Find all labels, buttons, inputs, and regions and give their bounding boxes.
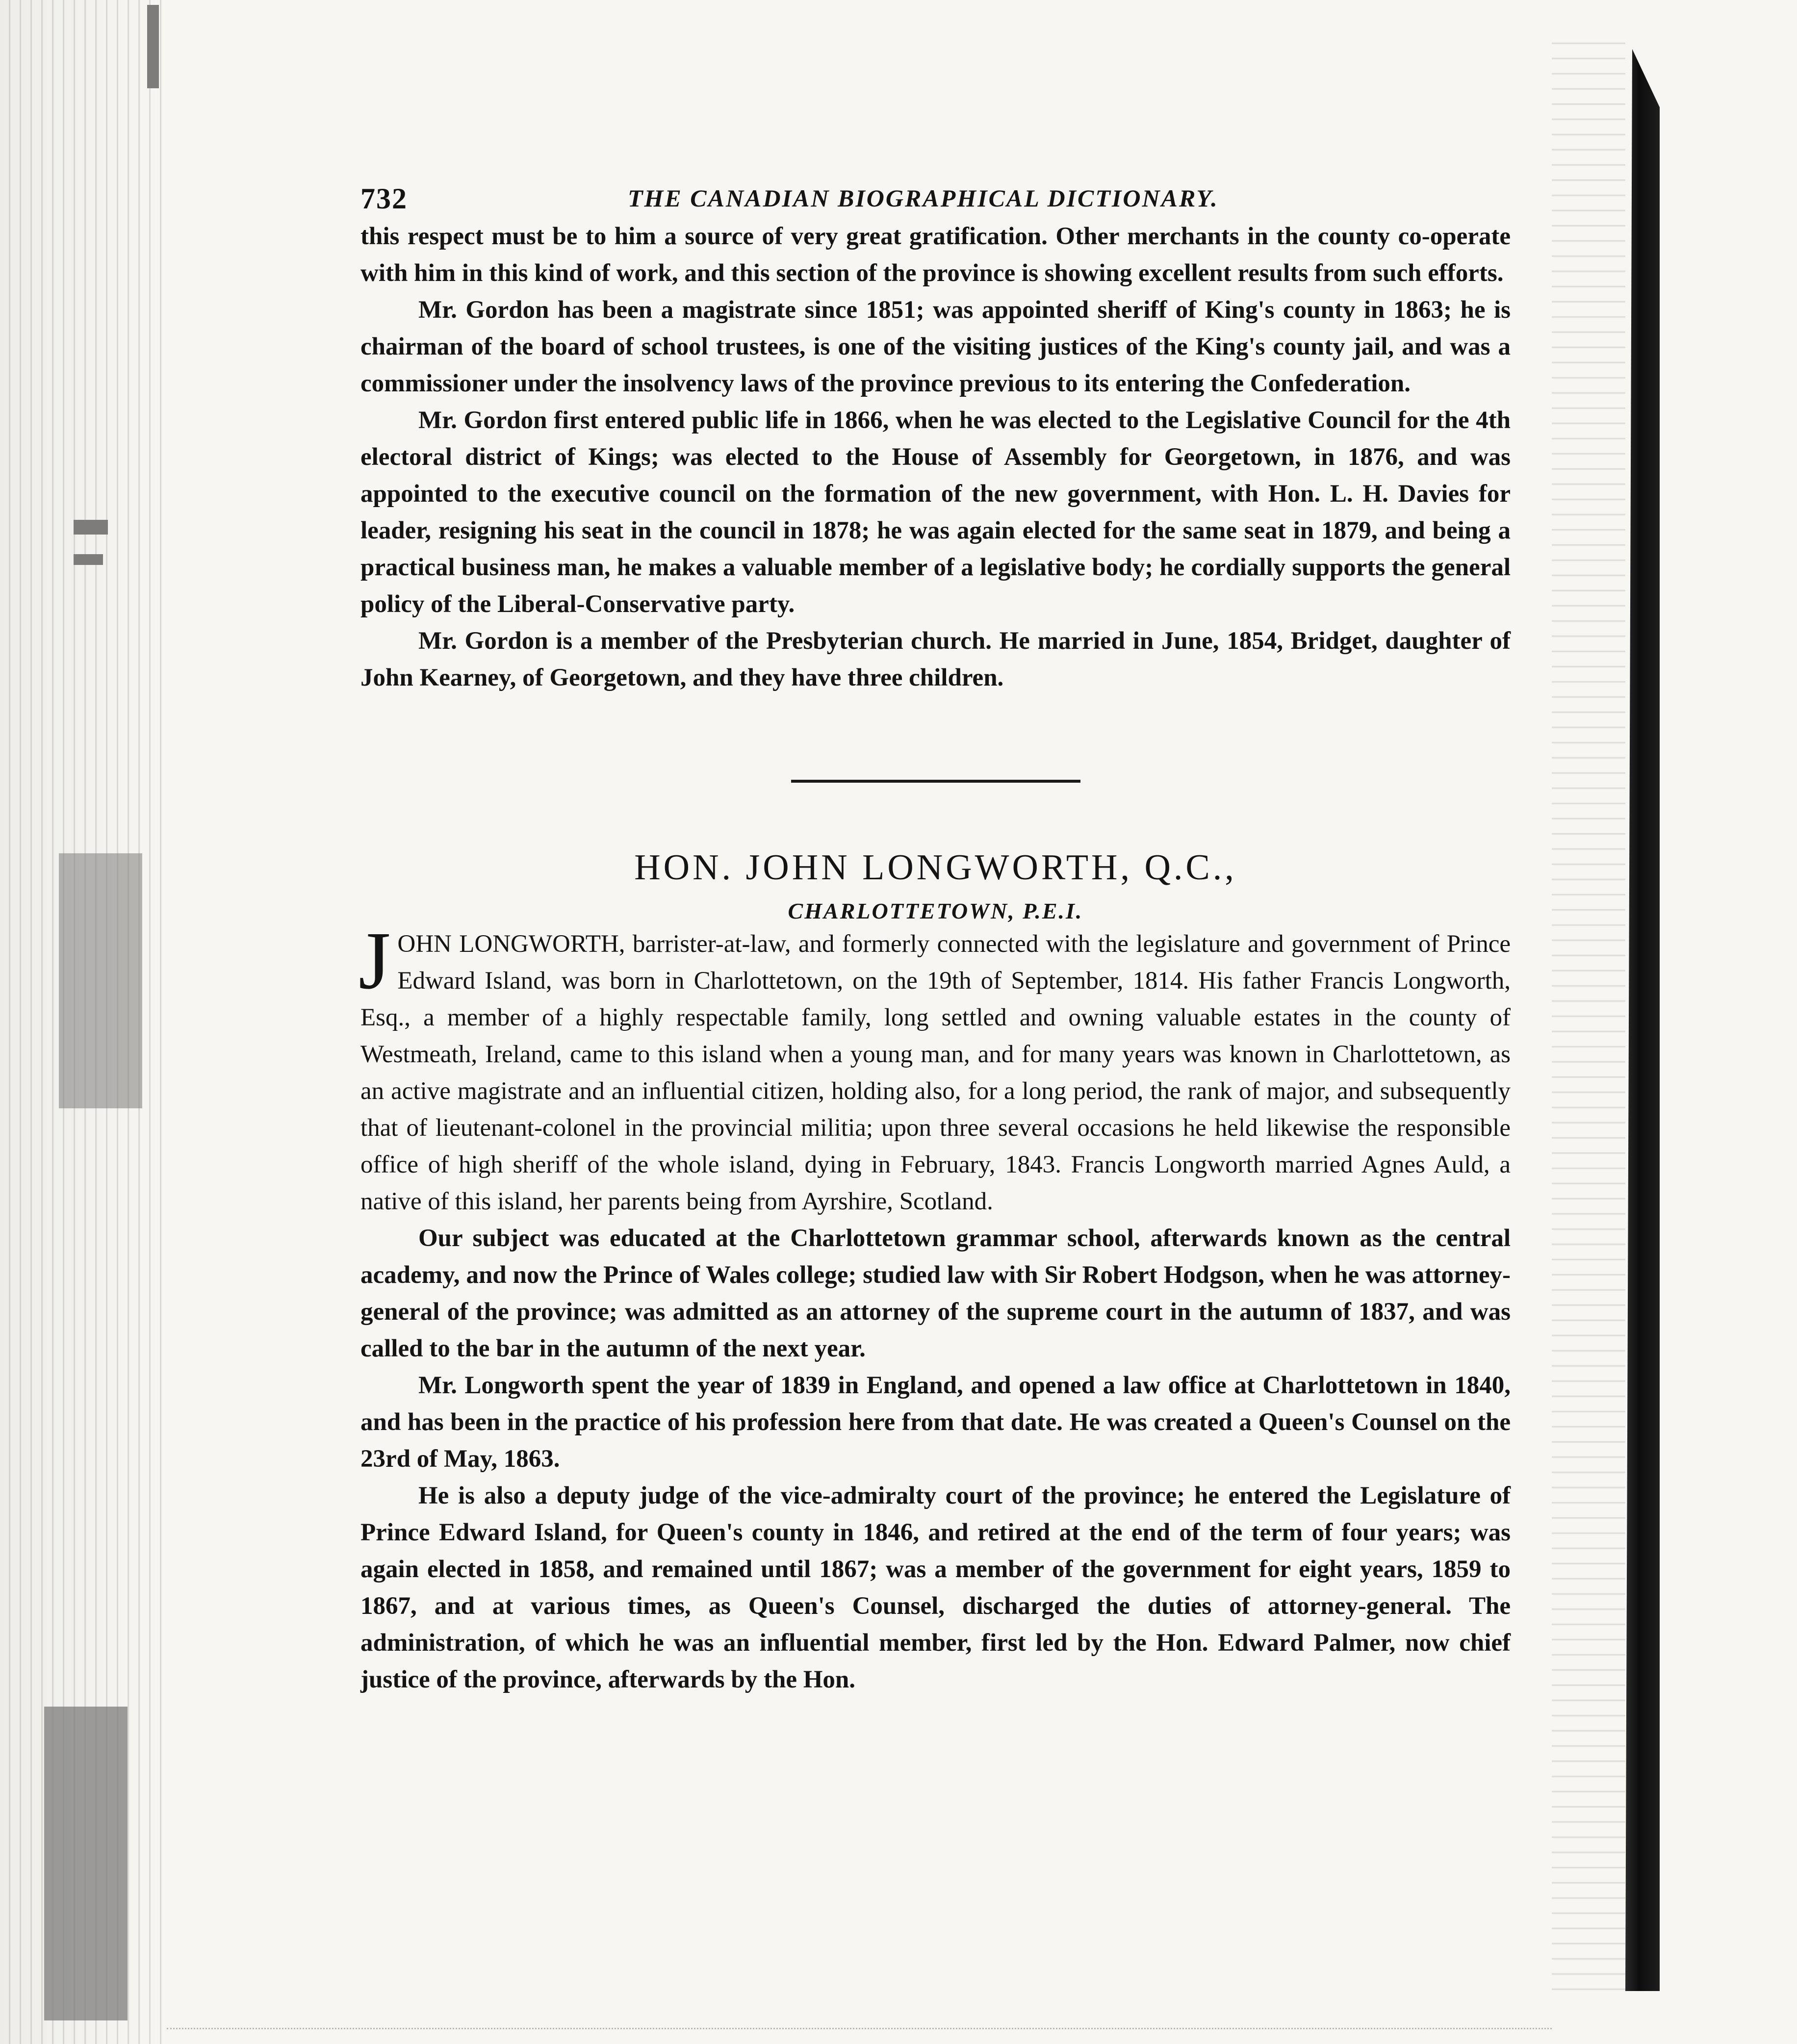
paragraph: He is also a deputy judge of the vice-admiralty court of the province; he entered the Legislature of Prince Edward Island, for Queen's county in 1846, and retired at the end of the term of four years; was again elected in 1858, and remained until 1867; was a member of the government for eight years, 1859 to 1867, and at various times, as Queen's Counsel, discharged the duties of attorney-general. The administration, of which he was an influential member, first led by the Hon. Edward Palmer, now chief justice of the province, afterwards by the Hon. (360, 1482, 1511, 1693)
section-divider (791, 780, 1080, 783)
paragraph: Mr. Gordon is a member of the Presbyterian church. He married in June, 1854, Bridget, daughter of John Kearney, of Georgetown, and they have three children. (360, 627, 1511, 691)
scan-bottom-noise (167, 2023, 1552, 2029)
entry-place: CHARLOTTETOWN, P.E.I. (788, 898, 1083, 923)
scan-mark (59, 853, 142, 1108)
scan-mark (44, 1707, 128, 2020)
running-title: THE CANADIAN BIOGRAPHICAL DICTIONARY. (628, 184, 1219, 212)
previous-entry (360, 218, 1511, 696)
paragraph: Our subject was educated at the Charlottetown grammar school, afterwards known as the central academy, and now the Prince of Wales college; studied law with Sir Robert Hodgson, when he was attorney-general of the province; was admitted as an attorney of the supreme court in the autumn of 1837, and was called to the bar in the autumn of the next year. (360, 1225, 1511, 1362)
paragraph: this respect must be to him a source of very great gratification. Other merchants in the county co-operate with him in this kind of work, and this section of the province is showing excellent results from such efforts. (360, 223, 1511, 287)
paragraph: Mr. Longworth spent the year of 1839 in England, and opened a law office at Charlottetown in 1840, and has been in the practice of his profession here from that date. He was created a Queen's Counsel on the 23rd of May, 1863. (360, 1372, 1511, 1473)
scan-mark (1552, 29, 1625, 1991)
scan-left-gutter (0, 0, 167, 2044)
scan-mark (147, 5, 159, 88)
scan-mark (74, 520, 108, 535)
paragraph: Mr. Gordon first entered public life in 1866, when he was elected to the Legislative Council for the 4th electoral district of Kings; was elected to the House of Assembly for Georgetown, in 1876, and was appointed to the executive council on the formation of the new government, with Hon. L. H. Davies for leader, resigning his seat in the council in 1878; he was again elected for the same seat in 1879, and being a practical business man, he makes a valuable member of a legislative body; he cordially supports the general policy of the Liberal-Conservative party. (360, 407, 1511, 618)
entry-title: HON. JOHN LONGWORTH, Q.C., (634, 847, 1237, 888)
scan-mark (74, 554, 103, 565)
scan-mark (1625, 49, 1660, 1991)
first-paragraph-text: OHN LONGWORTH, barrister-at-law, and formerly connected with the legislature and government of Prince Edward Island, was born in Charlottetown, on the 19th of September, 1814. His father Francis Longworth, Esq., a member of a highly respectable family, long settled and owning valuable estates in the county of Westmeath, Ireland, came to this island when a young man, and for many years was known in Charlottetown, as an active magistrate and an influential citizen, holding also, for a long period, the rank of major, and subsequently that of lieutenant-colonel in the provincial militia; upon three several occasions he held likewise the responsible office of high sheriff of the whole island, dying in February, 1843. Francis Longworth married Agnes Auld, a native of this island, her parents being from Ayrshire, Scotland. (360, 930, 1511, 1215)
paragraph (359, 915, 1511, 1220)
scan-right-edge (1552, 0, 1797, 2044)
page-text (360, 174, 1511, 1698)
entry-body (359, 915, 1511, 1698)
page-number: 732 (360, 182, 408, 215)
paragraph: Mr. Gordon has been a magistrate since 1851; was appointed sheriff of King's county in 1863; he is chairman of the board of school trustees, is one of the visiting justices of the King's county jail, and was a commissioner under the insolvency laws of the province previous to its entering the Confederation. (360, 296, 1511, 397)
drop-cap: J (359, 915, 391, 1006)
running-head (360, 174, 1511, 218)
